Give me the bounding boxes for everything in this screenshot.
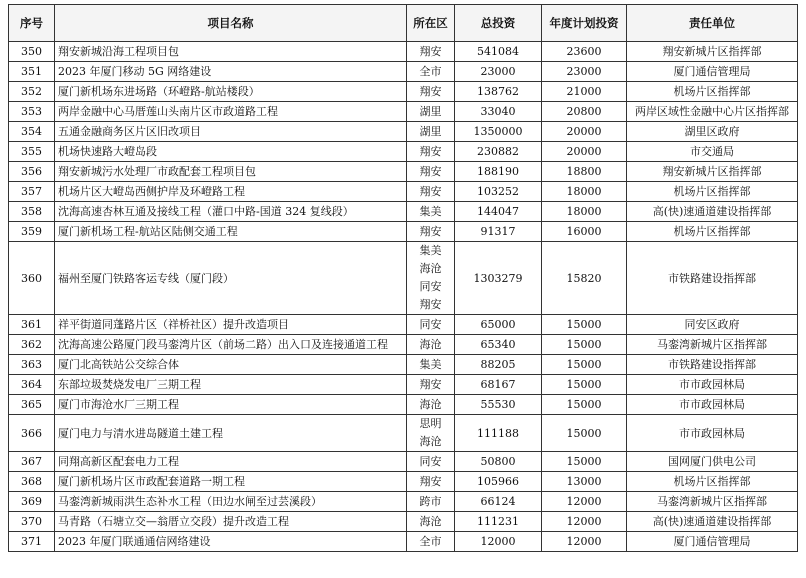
cell-total-investment: 188190 <box>455 162 542 182</box>
cell-responsible-unit: 马銮湾新城片区指挥部 <box>627 335 798 355</box>
cell-project-name: 东部垃圾焚烧发电厂三期工程 <box>55 375 407 395</box>
cell-total-investment: 23000 <box>455 62 542 82</box>
cell-total-investment: 33040 <box>455 102 542 122</box>
table-row <box>9 242 798 315</box>
cell-no: 354 <box>9 122 55 142</box>
cell-district: 全市 <box>407 532 455 552</box>
cell-no: 362 <box>9 335 55 355</box>
cell-project-name: 2023 年厦门移动 5G 网络建设 <box>55 62 407 82</box>
cell-annual-investment: 18000 <box>542 182 627 202</box>
cell-total-investment: 55530 <box>455 395 542 415</box>
cell-project-name: 机场快速路大嶝岛段 <box>55 142 407 162</box>
cell-responsible-unit: 市铁路建设指挥部 <box>627 242 798 315</box>
cell-responsible-unit: 市交通局 <box>627 142 798 162</box>
cell-responsible-unit: 机场片区指挥部 <box>627 222 798 242</box>
cell-no: 369 <box>9 492 55 512</box>
cell-project-name: 厦门电力与清水进岛隧道土建工程 <box>55 415 407 452</box>
cell-district: 同安 <box>407 315 455 335</box>
cell-no: 367 <box>9 452 55 472</box>
cell-total-investment: 66124 <box>455 492 542 512</box>
cell-total-investment: 230882 <box>455 142 542 162</box>
cell-no: 350 <box>9 42 55 62</box>
cell-no: 357 <box>9 182 55 202</box>
cell-project-name: 福州至厦门铁路客运专线（厦门段） <box>55 242 407 315</box>
cell-total-investment: 541084 <box>455 42 542 62</box>
table-row <box>9 452 798 472</box>
table-row <box>9 42 798 62</box>
cell-annual-investment: 15820 <box>542 242 627 315</box>
cell-total-investment: 50800 <box>455 452 542 472</box>
table-row <box>9 375 798 395</box>
cell-project-name: 厦门新机场工程-航站区陆侧交通工程 <box>55 222 407 242</box>
cell-no: 368 <box>9 472 55 492</box>
cell-no: 366 <box>9 415 55 452</box>
cell-total-investment: 111231 <box>455 512 542 532</box>
cell-responsible-unit: 市铁路建设指挥部 <box>627 355 798 375</box>
cell-district: 海沧 <box>407 395 455 415</box>
cell-no: 353 <box>9 102 55 122</box>
table-row <box>9 222 798 242</box>
cell-no: 351 <box>9 62 55 82</box>
cell-responsible-unit: 机场片区指挥部 <box>627 472 798 492</box>
cell-district: 湖里 <box>407 102 455 122</box>
cell-responsible-unit: 市市政园林局 <box>627 375 798 395</box>
cell-district: 跨市 <box>407 492 455 512</box>
cell-total-investment: 88205 <box>455 355 542 375</box>
cell-no: 356 <box>9 162 55 182</box>
cell-no: 358 <box>9 202 55 222</box>
cell-district: 思明 海沧 <box>407 415 455 452</box>
table-row <box>9 492 798 512</box>
cell-responsible-unit: 国网厦门供电公司 <box>627 452 798 472</box>
cell-responsible-unit: 翔安新城片区指挥部 <box>627 42 798 62</box>
cell-annual-investment: 23000 <box>542 62 627 82</box>
table-row <box>9 532 798 552</box>
cell-project-name: 厦门市海沧水厂三期工程 <box>55 395 407 415</box>
cell-annual-investment: 12000 <box>542 532 627 552</box>
table-row <box>9 82 798 102</box>
table-row <box>9 415 798 452</box>
cell-annual-investment: 23600 <box>542 42 627 62</box>
cell-project-name: 沈海高速公路厦门段马銮湾片区（前场二路）出入口及连接通道工程 <box>55 335 407 355</box>
cell-annual-investment: 15000 <box>542 375 627 395</box>
cell-district: 集美 <box>407 202 455 222</box>
cell-annual-investment: 15000 <box>542 452 627 472</box>
cell-responsible-unit: 翔安新城片区指挥部 <box>627 162 798 182</box>
cell-total-investment: 1303279 <box>455 242 542 315</box>
table-row <box>9 182 798 202</box>
cell-no: 364 <box>9 375 55 395</box>
cell-annual-investment: 15000 <box>542 415 627 452</box>
cell-total-investment: 138762 <box>455 82 542 102</box>
table-row <box>9 142 798 162</box>
cell-responsible-unit: 市市政园林局 <box>627 395 798 415</box>
project-table <box>8 4 798 552</box>
header-no: 序号 <box>9 5 55 42</box>
cell-responsible-unit: 马銮湾新城片区指挥部 <box>627 492 798 512</box>
cell-district: 翔安 <box>407 182 455 202</box>
cell-annual-investment: 12000 <box>542 492 627 512</box>
cell-project-name: 翔安新城沿海工程项目包 <box>55 42 407 62</box>
cell-district: 翔安 <box>407 162 455 182</box>
cell-project-name: 两岸金融中心马厝莲山头南片区市政道路工程 <box>55 102 407 122</box>
cell-total-investment: 1350000 <box>455 122 542 142</box>
header-total: 总投资 <box>455 5 542 42</box>
cell-annual-investment: 20000 <box>542 142 627 162</box>
table-row <box>9 512 798 532</box>
cell-annual-investment: 13000 <box>542 472 627 492</box>
cell-annual-investment: 20000 <box>542 122 627 142</box>
cell-annual-investment: 20800 <box>542 102 627 122</box>
cell-project-name: 马銮湾新城雨洪生态补水工程（田边水闸至过芸溪段） <box>55 492 407 512</box>
cell-annual-investment: 18000 <box>542 202 627 222</box>
cell-responsible-unit: 市市政园林局 <box>627 415 798 452</box>
table-body <box>9 42 798 552</box>
cell-district: 翔安 <box>407 222 455 242</box>
cell-district: 翔安 <box>407 375 455 395</box>
cell-responsible-unit: 高(快)速通道建设指挥部 <box>627 512 798 532</box>
cell-no: 360 <box>9 242 55 315</box>
table-row <box>9 62 798 82</box>
cell-district: 集美 <box>407 355 455 375</box>
cell-no: 371 <box>9 532 55 552</box>
cell-annual-investment: 12000 <box>542 512 627 532</box>
header-annual: 年度计划投资 <box>542 5 627 42</box>
cell-no: 352 <box>9 82 55 102</box>
cell-responsible-unit: 湖里区政府 <box>627 122 798 142</box>
cell-project-name: 翔安新城污水处理厂市政配套工程项目包 <box>55 162 407 182</box>
table-row <box>9 122 798 142</box>
cell-project-name: 沈海高速杏林互通及接线工程（灌口中路-国道 324 复线段） <box>55 202 407 222</box>
cell-total-investment: 144047 <box>455 202 542 222</box>
cell-district: 翔安 <box>407 472 455 492</box>
cell-total-investment: 105966 <box>455 472 542 492</box>
cell-project-name: 机场片区大嶝岛西侧护岸及环嶝路工程 <box>55 182 407 202</box>
cell-district: 同安 <box>407 452 455 472</box>
table-row <box>9 355 798 375</box>
cell-no: 363 <box>9 355 55 375</box>
cell-no: 365 <box>9 395 55 415</box>
cell-responsible-unit: 高(快)速通道建设指挥部 <box>627 202 798 222</box>
cell-total-investment: 65340 <box>455 335 542 355</box>
header-unit: 责任单位 <box>627 5 798 42</box>
table-row <box>9 102 798 122</box>
cell-no: 359 <box>9 222 55 242</box>
cell-district: 翔安 <box>407 142 455 162</box>
table-row <box>9 472 798 492</box>
header-district: 所在区 <box>407 5 455 42</box>
cell-annual-investment: 18800 <box>542 162 627 182</box>
cell-district: 海沧 <box>407 335 455 355</box>
header-row <box>9 5 798 42</box>
cell-annual-investment: 16000 <box>542 222 627 242</box>
cell-total-investment: 65000 <box>455 315 542 335</box>
cell-annual-investment: 15000 <box>542 395 627 415</box>
cell-total-investment: 68167 <box>455 375 542 395</box>
cell-no: 370 <box>9 512 55 532</box>
table-row <box>9 315 798 335</box>
cell-project-name: 祥平街道同蓬路片区（祥桥社区）提升改造项目 <box>55 315 407 335</box>
table-row <box>9 335 798 355</box>
table-row <box>9 395 798 415</box>
cell-project-name: 马青路（石塘立交—翁厝立交段）提升改造工程 <box>55 512 407 532</box>
cell-district: 翔安 <box>407 82 455 102</box>
cell-project-name: 五通金融商务区片区旧改项目 <box>55 122 407 142</box>
cell-no: 355 <box>9 142 55 162</box>
cell-district: 集美 海沧 同安 翔安 <box>407 242 455 315</box>
cell-project-name: 厦门新机场片区市政配套道路一期工程 <box>55 472 407 492</box>
cell-total-investment: 12000 <box>455 532 542 552</box>
cell-annual-investment: 15000 <box>542 315 627 335</box>
cell-project-name: 厦门新机场东进场路（环嶝路-航站楼段） <box>55 82 407 102</box>
cell-total-investment: 91317 <box>455 222 542 242</box>
cell-project-name: 2023 年厦门联通通信网络建设 <box>55 532 407 552</box>
cell-responsible-unit: 厦门通信管理局 <box>627 532 798 552</box>
cell-total-investment: 111188 <box>455 415 542 452</box>
cell-no: 361 <box>9 315 55 335</box>
cell-project-name: 厦门北高铁站公交综合体 <box>55 355 407 375</box>
cell-annual-investment: 21000 <box>542 82 627 102</box>
header-name: 项目名称 <box>55 5 407 42</box>
cell-annual-investment: 15000 <box>542 335 627 355</box>
cell-annual-investment: 15000 <box>542 355 627 375</box>
cell-responsible-unit: 两岸区域性金融中心片区指挥部 <box>627 102 798 122</box>
cell-project-name: 同翔高新区配套电力工程 <box>55 452 407 472</box>
cell-district: 湖里 <box>407 122 455 142</box>
cell-responsible-unit: 机场片区指挥部 <box>627 82 798 102</box>
cell-district: 全市 <box>407 62 455 82</box>
table-row <box>9 202 798 222</box>
cell-responsible-unit: 厦门通信管理局 <box>627 62 798 82</box>
cell-district: 海沧 <box>407 512 455 532</box>
cell-district: 翔安 <box>407 42 455 62</box>
cell-total-investment: 103252 <box>455 182 542 202</box>
cell-responsible-unit: 机场片区指挥部 <box>627 182 798 202</box>
table-row <box>9 162 798 182</box>
cell-responsible-unit: 同安区政府 <box>627 315 798 335</box>
